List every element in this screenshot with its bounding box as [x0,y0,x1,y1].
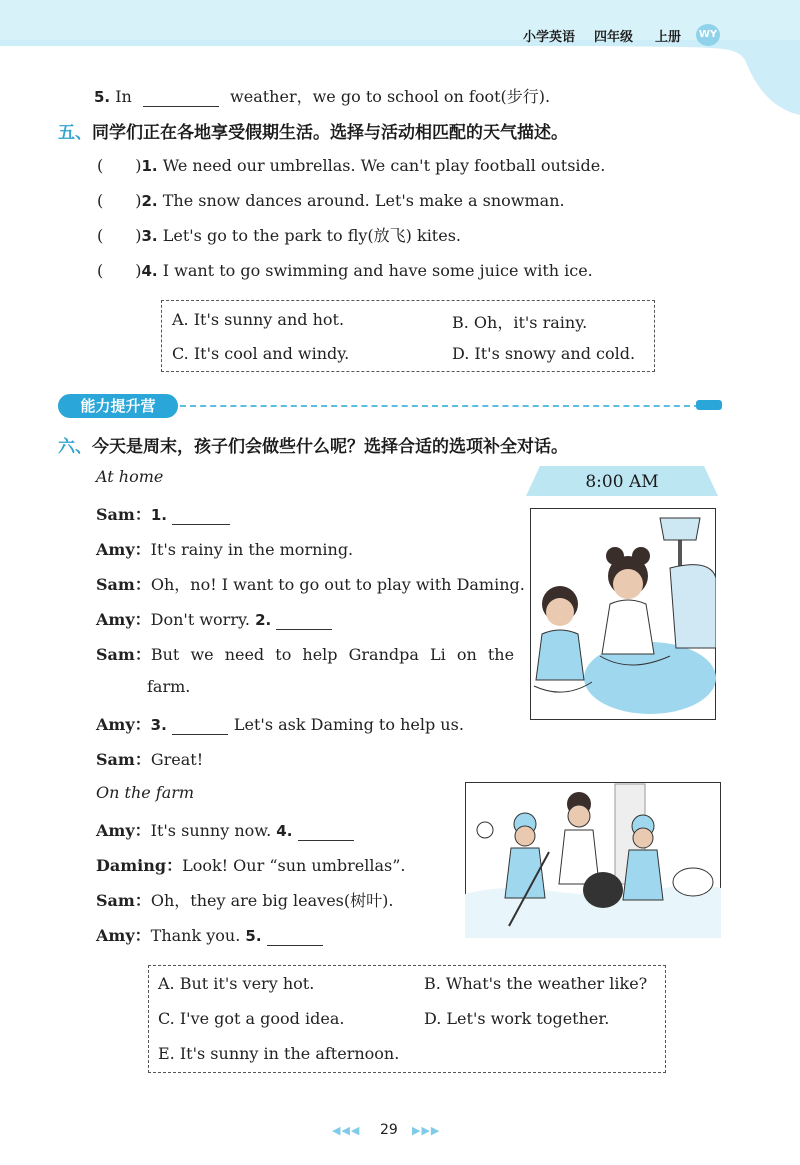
item-text: I want to go swimming and have some juice with ice. [162,261,593,280]
section-6-heading [58,432,568,457]
section-instruction: 同学们正在各地享受假期生活。选择与活动相匹配的天气描述。 [92,123,568,143]
speaker: Amy： [96,821,151,840]
answer-parentheses[interactable]: ( ) [97,226,142,245]
answer-parentheses[interactable]: ( ) [97,261,142,280]
speaker: Sam： [96,645,151,664]
section-5-heading [58,118,568,143]
dialog-line-10 [96,888,393,911]
answer-parentheses[interactable]: ( ) [97,156,142,175]
match-item-3 [97,223,461,246]
section-instruction: 今天是周末，孩子们会做些什么呢？选择合适的选项补全对话。 [92,437,568,457]
dialog-line-1 [96,502,230,525]
item-number: 4. [141,262,158,280]
dialog-text: Great! [150,750,204,769]
speaker: Sam： [96,505,151,524]
section-number: 五、 [58,123,92,143]
dialog-text: Don't worry. [150,610,250,629]
item-text: The snow dances around. Let's make a snowman. [162,191,565,210]
option-d: D. Let's work together. [424,1009,610,1028]
dialog-line-5-cont: farm. [147,677,191,696]
option-a: A. But it's very hot. [158,974,315,993]
dialog-text: Let's ask Daming to help us. [233,715,464,734]
answer-blank[interactable] [143,87,219,107]
dialog-line-3 [96,572,525,595]
blank-number: 5. [245,927,262,945]
option-c: C. It's cool and windy. [172,344,350,363]
dialog-text: Oh，they are big leaves(树叶). [150,891,394,910]
speaker: Sam： [96,891,151,910]
option-a: A. It's sunny and hot. [172,310,345,329]
dialog-text: Oh，no! I want to go out to play with Daming. [150,575,525,594]
blank-number: 3. [150,716,167,734]
answer-blank[interactable] [172,505,230,525]
header-grade: 四年级 [594,30,634,45]
item-text: We need our umbrellas. We can't play football outside. [162,156,606,175]
banner-divider [180,405,700,407]
ability-banner: 能力提升营 [58,394,178,418]
speaker: Sam： [96,575,151,594]
dialog-line-9 [96,853,406,876]
dialog-line-2 [96,537,353,560]
time-label: 8:00 AM [585,472,659,492]
item-text: Let's go to the park to fly(放飞) kites. [162,226,462,245]
left-arrows-icon: ◀◀◀ [332,1124,361,1137]
dialog-text: It's sunny now. [150,821,272,840]
header-volume: 上册 [655,30,682,45]
option-b: B. Oh，it's rainy. [452,313,588,332]
speaker: Amy： [96,926,151,945]
answer-blank[interactable] [172,715,228,735]
speaker: Daming： [96,856,183,875]
section-number: 六、 [58,437,92,457]
scene-label-farm: On the farm [96,783,195,802]
right-arrows-icon: ▶▶▶ [412,1124,441,1137]
answer-blank[interactable] [298,821,354,841]
answer-blank[interactable] [276,610,332,630]
blank-number: 2. [255,611,272,629]
question-number: 5. [94,88,111,106]
dialog-line-7 [96,747,203,770]
question-text-before: In [115,87,132,106]
match-item-1 [97,153,605,176]
question-text-after: weather，we go to school on foot(步行). [230,87,551,106]
dialog-line-6 [96,712,464,735]
speaker: Amy： [96,610,151,629]
speaker: Sam： [96,750,151,769]
page-number: 29 [380,1122,398,1138]
speaker: Amy： [96,715,151,734]
blank-number: 1. [150,506,167,524]
home-illustration [530,508,716,720]
option-c: C. I've got a good idea. [158,1009,345,1028]
option-b: B. What's the weather like? [424,974,648,993]
answer-blank[interactable] [267,926,323,946]
match-item-2 [97,188,565,211]
dialog-text: Thank you. [150,926,241,945]
publisher-badge: WY [696,24,720,46]
speaker: Amy： [96,540,151,559]
answer-parentheses[interactable]: ( ) [97,191,142,210]
dialog-line-8 [96,818,354,841]
dialog-line-11 [96,923,323,946]
item-number: 3. [141,227,158,245]
header-subject: 小学英语 [523,30,576,45]
item-number: 2. [141,192,158,210]
item-number: 1. [141,157,158,175]
question-5-line [94,84,550,107]
scene-label-home: At home [96,467,164,486]
blank-number: 4. [276,822,293,840]
match-item-4 [97,258,593,281]
option-d: D. It's snowy and cold. [452,344,636,363]
farm-illustration [465,782,721,938]
dialog-text: But we need to help Grandpa Li on the [150,645,515,664]
dialog-line-4 [96,607,332,630]
option-e: E. It's sunny in the afternoon. [158,1044,400,1063]
pencil-icon [696,400,722,410]
dialog-text: It's rainy in the morning. [150,540,354,559]
dialog-line-5 [96,642,514,665]
dialog-text: Look! Our “sun umbrellas”. [182,856,406,875]
